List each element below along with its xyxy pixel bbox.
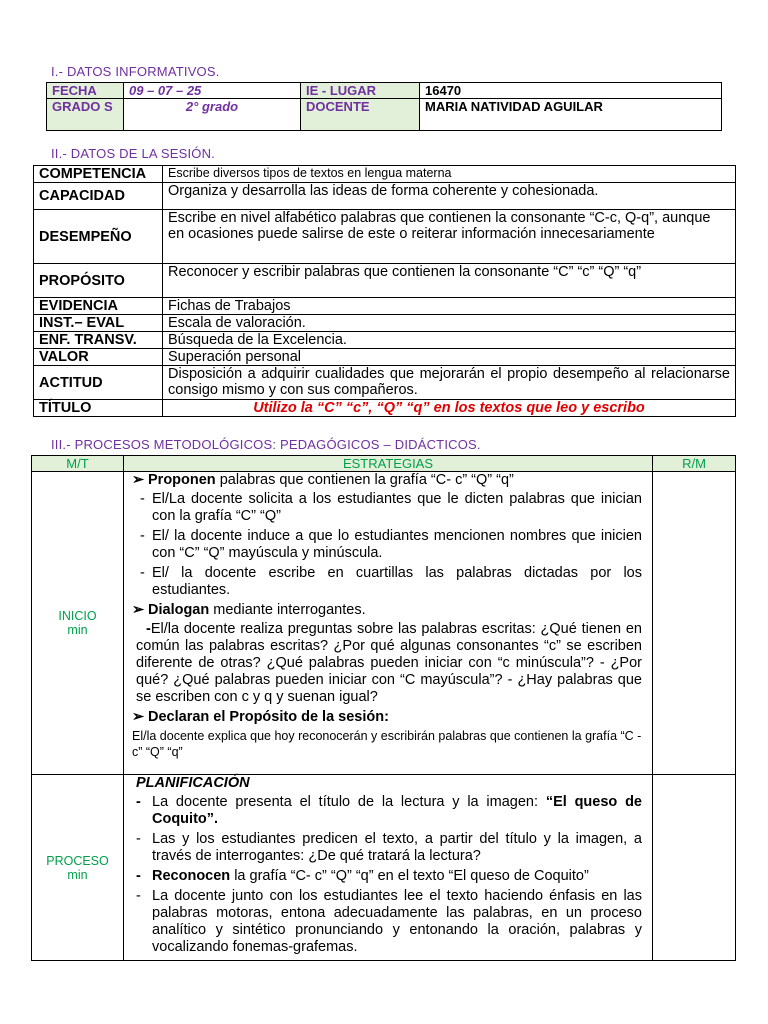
- proceso-item-1-text: La docente presenta el título de la lectura y la imagen:: [152, 794, 546, 810]
- planificacion-heading: PLANIFICACIÓN: [136, 775, 250, 791]
- titulo-value: Utilizo la “C” “c”, “Q” “q” en los textos que leo y escribo: [163, 400, 736, 417]
- session-table: [33, 165, 736, 417]
- dialogan-text: mediante interrogantes.: [209, 602, 366, 618]
- proposito-label: PROPÓSITO: [34, 264, 163, 298]
- proceso-cell: [32, 775, 124, 961]
- enf-transv-label: ENF. TRANSV.: [34, 332, 163, 349]
- competencia-value: Escribe diversos tipos de textos en lengua materna: [163, 166, 736, 183]
- titulo-label: TÍTULO: [34, 400, 163, 417]
- header-estrategias: ESTRATEGIAS: [124, 456, 653, 472]
- inicio-rm-cell: [653, 472, 736, 775]
- inst-eval-value: Escala de valoración.: [163, 315, 736, 332]
- competencia-label: COMPETENCIA: [34, 166, 163, 183]
- inst-eval-label: INST.– EVAL: [34, 315, 163, 332]
- proceso-item-1-bold: “El queso de Coquito”.: [152, 794, 642, 827]
- grado-label: GRADO S: [47, 99, 124, 131]
- proceso-rm-cell: [653, 775, 736, 961]
- fecha-label: FECHA: [47, 83, 124, 99]
- methodology-table: [31, 455, 736, 961]
- proceso-item-2: Las y los estudiantes predicen el texto, a partir del título y la imagen, a través de interrogantes: ¿De qué tratará la lectura?: [152, 831, 642, 864]
- desempeno-label: DESEMPEÑO: [34, 210, 163, 264]
- inicio-item-1: El/La docente solicita a los estudiantes que le dicten palabras que inician con la grafía “C” “Q”: [152, 491, 642, 524]
- section3-title: III.- PROCESOS METODOLÓGICOS: PEDAGÓGICOS – DIDÁCTICOS.: [51, 437, 481, 452]
- inicio-item-3: El/ la docente escribe en cuartillas las palabras dictadas por los estudiantes.: [152, 565, 642, 598]
- proceso-label: PROCESO: [46, 853, 109, 868]
- evidencia-label: EVIDENCIA: [34, 298, 163, 315]
- proceso-item-4: La docente junto con los estudiantes lee el texto haciendo énfasis en las palabras motoras, entona adecuadamente las palabras, en un proceso analítico y sintético pronunciando y entonando la oración, palabras y vocalizando fonemas-grafemas.: [152, 888, 642, 955]
- proceso-strategies: PLANIFICACIÓN - La docente presenta el título de la lectura y la imagen: “El queso de Coquito”. - Las y los estudiantes predicen el texto, a partir del título y la imagen, a través de interrogantes: ¿De qué tratará la lectura? - Reconocen la grafía “C- c” “Q” “q” en el texto “El queso de Coquito” - La docente junto con los estudiantes lee el texto haciendo énfasis en las palabras motoras, entona adecuadamente las palabras, en un proceso analítico y sintético pronunciando y entonando la oración, palabras y vocalizando fonemas-grafemas.: [124, 775, 653, 961]
- declaran-heading: Declaran el Propósito de la sesión:: [148, 709, 389, 725]
- inicio-strategies: ➢ Proponen palabras que contienen la grafía “C- c” “Q” “q” - El/La docente solicita a los estudiantes que le dicten palabras que inician con la grafía “C” “Q” - El/ la docente induce a que lo estudiantes mencionen nombres que inicien con “C” “Q” mayúscula y minúscula. - El/ la docente escribe en cuartillas las palabras dictadas por los estudiantes. ➢ Dialogan mediante interrogantes. -El/la docente realiza preguntas sobre las palabras escritas: ¿Qué tienen en común las palabras escritas? ¿Por qué algunas consonantes “c” se escriben diferente de otras? ¿Qué palabras pueden iniciar con “c minúscula”? - ¿Por qué? ¿Qué palabras pueden iniciar con “C mayúscula”? - ¿Hay palabras que se escriben con c y q y suenan igual? ➢ Declaran el Propósito de la sesión: El/la docente explica que hoy reconocerán y escribirán palabras que contienen la grafía “C - c” “Q” “q”: [124, 472, 653, 775]
- proponen-bold: Proponen: [148, 472, 216, 488]
- proceso-item-3-text: la grafía “C- c” “Q” “q” en el texto “El queso de Coquito”: [230, 868, 589, 884]
- section2-title: II.- DATOS DE LA SESIÓN.: [51, 146, 215, 161]
- arrow-icon: ➢: [132, 602, 145, 618]
- declaran-text: El/la docente explica que hoy reconocerán y escribirán palabras que contienen la grafía “C - c” “Q” “q”: [132, 729, 642, 759]
- docente-label: DOCENTE: [301, 99, 420, 131]
- evidencia-value: Fichas de Trabajos: [163, 298, 736, 315]
- ie-label: IE - LUGAR: [301, 83, 420, 99]
- desempeno-value: Escribe en nivel alfabético palabras que contienen la consonante “C-c, Q-q”, aunque en ocasiones puede salirse de este o reiterar información innecesariamente: [163, 210, 736, 264]
- grado-value: 2° grado: [124, 99, 301, 131]
- header-mt: M/T: [32, 456, 124, 472]
- docente-value: MARIA NATIVIDAD AGUILAR: [420, 99, 722, 131]
- inicio-label: INICIO: [58, 609, 97, 623]
- inicio-item-4: El/la docente realiza preguntas sobre las palabras escritas: ¿Qué tienen en común las palabras escritas? ¿Por qué algunas consonantes “c” se escriben diferente de otras? ¿Qué palabras pueden iniciar con “c minúscula”? - ¿Por qué? ¿Qué palabras pueden iniciar con “C mayúscula”? - ¿Hay palabras que se escriben con c y q y suenan igual?: [136, 621, 642, 705]
- proponen-text: palabras que contienen la grafía “C- c” “Q” “q”: [215, 472, 514, 488]
- section1-title: I.- DATOS INFORMATIVOS.: [51, 64, 220, 79]
- arrow-icon: ➢: [132, 472, 145, 488]
- proceso-item-3-bold: Reconocen: [152, 868, 231, 884]
- fecha-value: 09 – 07 – 25: [124, 83, 301, 99]
- capacidad-value: Organiza y desarrolla las ideas de forma coherente y cohesionada.: [163, 183, 736, 210]
- info-table: [46, 82, 722, 131]
- proceso-min: min: [67, 867, 88, 882]
- inicio-min: min: [67, 623, 88, 637]
- valor-value: Superación personal: [163, 349, 736, 366]
- header-rm: R/M: [653, 456, 736, 472]
- actitud-label: ACTITUD: [34, 366, 163, 400]
- ie-value: 16470: [420, 83, 722, 99]
- arrow-icon: ➢: [132, 709, 145, 725]
- valor-label: VALOR: [34, 349, 163, 366]
- capacidad-label: CAPACIDAD: [34, 183, 163, 210]
- inicio-cell: [32, 472, 124, 775]
- enf-transv-value: Búsqueda de la Excelencia.: [163, 332, 736, 349]
- proposito-value: Reconocer y escribir palabras que contienen la consonante “C” “c” “Q” “q”: [163, 264, 736, 298]
- dialogan-bold: Dialogan: [148, 602, 210, 618]
- inicio-item-2: El/ la docente induce a que lo estudiantes mencionen nombres que inicien con “C” “Q” mayúscula y minúscula.: [152, 528, 642, 561]
- actitud-value: Disposición a adquirir cualidades que mejorarán el propio desempeño al relacionarse consigo mismo y con sus compañeros.: [163, 366, 736, 400]
